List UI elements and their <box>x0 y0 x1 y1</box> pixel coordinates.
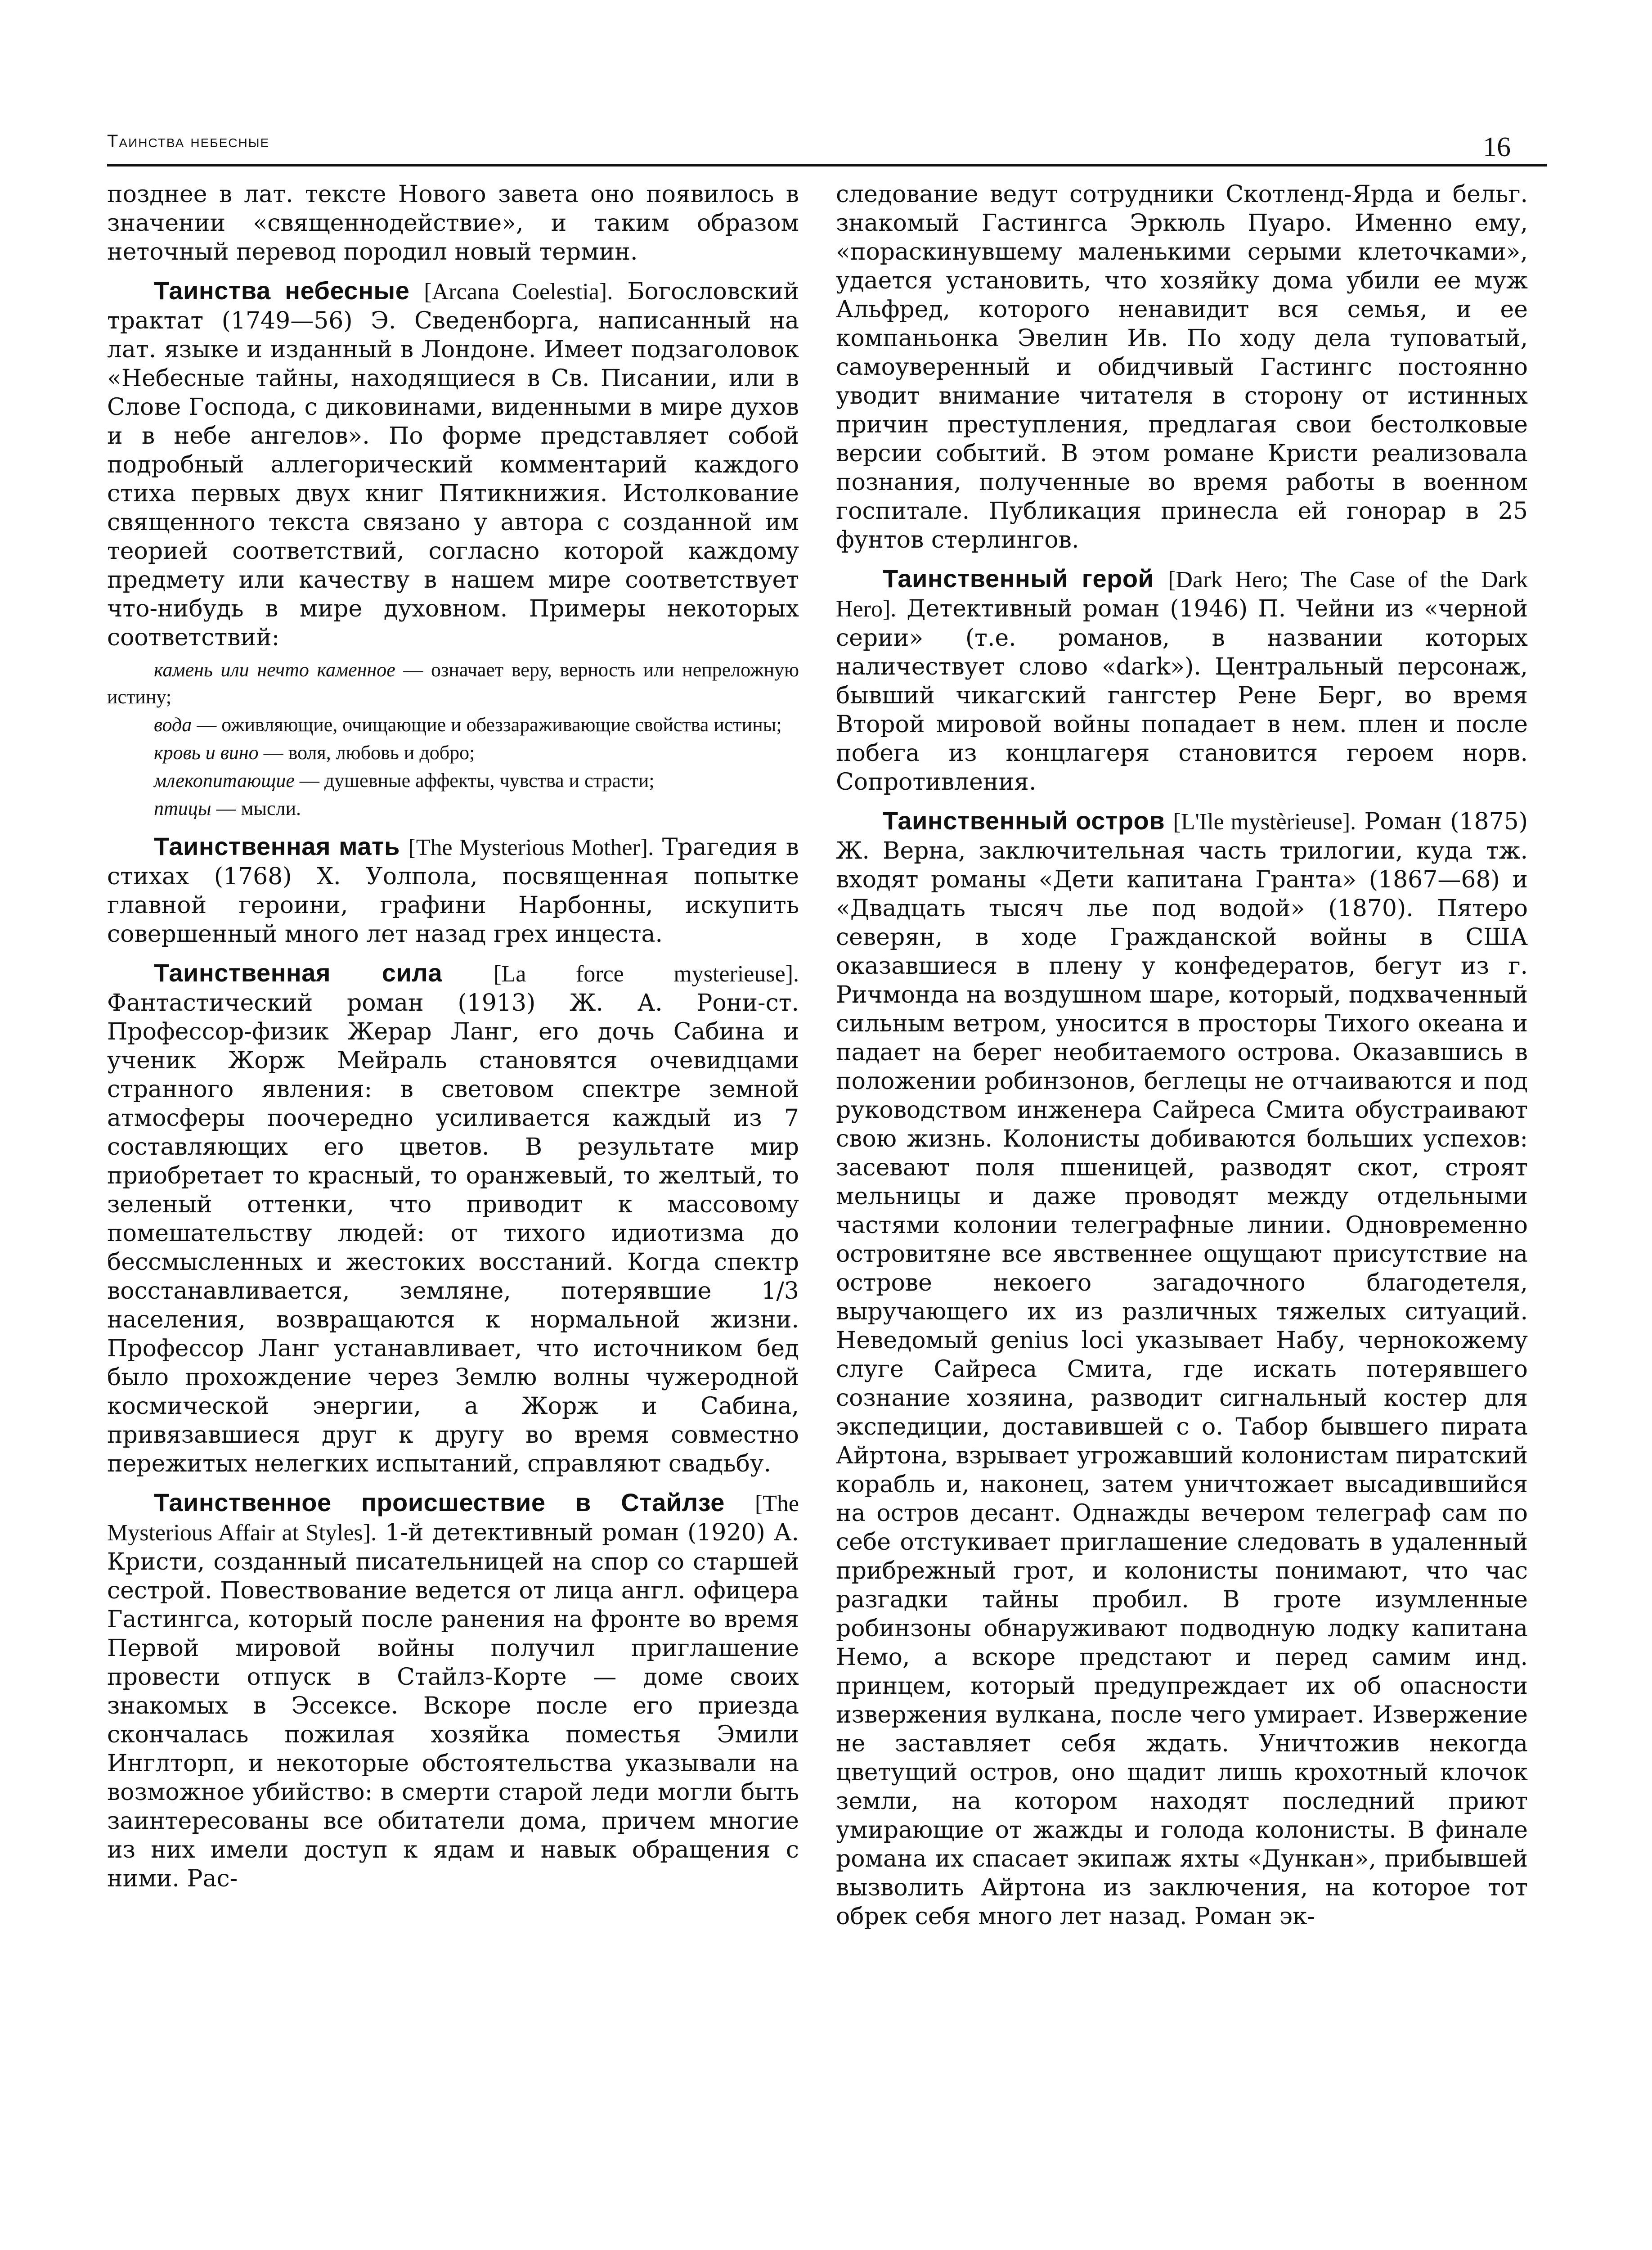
entry-text: Богословский трактат (1749—56) Э. Сведенборга, написанный на лат. языке и изданный в Лондоне. Имеет подзаголовок «Небесные тайны, находящиеся в Св. Писании, или в Слове Господа, с диковинами, виденными в мире духов и в небе ангелов». По форме представляет собой подробный аллегорический комментарий каждого стиха первых двух книг Пятикнижия. Истолкование священного текста связано у автора с созданной им теорией соответствий, согласно которой каждому предмету или качеству в нашем мире соответствует что-нибудь в мире духовном. Примеры некоторых соответствий: <box>107 278 799 651</box>
entry-original-title: [L'Ile mystèrieuse]. <box>1173 809 1356 835</box>
list-item <box>107 767 799 794</box>
list-item <box>107 739 799 766</box>
entry-title: Таинства небесные <box>154 276 410 305</box>
entry-text: Детективный роман (1946) П. Чейни из «черной серии» (т.е. романов, в названии которых наличествует слово «dark»). Центральный персонаж, бывший чикагский гангстер Рене Берг, во время Второй мировой войны попадает в нем. плен и после побега из концлагеря становится героем норв. Сопротивления. <box>836 595 1528 796</box>
right-column <box>836 180 1528 2250</box>
entry-text: Трагедия в стихах (1768) Х. Уолпола, посвященная попытке главной героини, графини Нарбонны, искупить совершенный много лет назад грех инцеста. <box>107 834 799 948</box>
entry-tainstva-nebesnye <box>107 276 799 652</box>
list-item <box>107 795 799 822</box>
entry-title: Таинственная сила <box>154 958 443 987</box>
entry-text: 1-й детективный роман (1920) А. Кристи, созданный писательницей на спор со старшей сестрой. Повествование ведется от лица англ. офицера Гастингса, который после ранения на фронте во время Первой мировой войны получил приглашение провести отпуск в Стайлз-Корте — доме своих знакомых в Эссексе. Вскоре после его приезда скончалась пожилая хозяйка поместья Эмили Инглторп, и некоторые обстоятельства указывали на возможное убийство: в смерти старой леди могли быть заинтересованы все обитатели дома, причем многие из них имели доступ к ядам и навык обращения с ними. Рас- <box>107 1519 799 1892</box>
list-term: млекопитающие <box>154 770 295 792</box>
header-rule <box>107 164 1547 166</box>
entry-title: Таинственный остров <box>883 806 1165 835</box>
entry-original-title: [Arcana Coelestia]. <box>424 279 613 305</box>
list-meaning: — означает веру, верность или непреложную истину; <box>107 659 799 708</box>
continued-text: следование ведут сотрудники Скотленд-Ярда и бельг. знакомый Гастингса Эркюль Пуаро. Именно ему, «пораскинувшему маленькими серыми клеточками», удается установить, что хозяйку дома убили ее муж Альфред, которого ненавидит вся семья, и ее компаньонка Эвелин Ив. По ходу дела туповатый, самоуверенный и обидчивый Гастингс постоянно уводит внимание читателя в сторону от истинных причин преступления, предлагая свои бестолковые версии событий. В этом романе Кристи реализовала познания, полученные во время работы в военном госпитале. Публикация принесла ей гонорар в 25 фунтов стерлингов. <box>836 181 1528 554</box>
entry-text: Роман (1875) Ж. Верна, заключительная часть трилогии, куда тж. входят романы «Дети капитана Гранта» (1867—68) и «Двадцать тысяч лье под водой» (1870). Пятеро северян, в ходе Гражданской войны в США оказавшиеся в плену у конфедератов, бегут из г. Ричмонда на воздушном шаре, который, подхваченный сильным ветром, уносится в просторы Тихого океана и падает на берег необитаемого острова. Оказавшись в положении робинзонов, беглецы не отчаиваются и под руководством инженера Сайреса Смита обустраивают свою жизнь. Колонисты добиваются больших успехов: засевают поля пшеницей, разводят скот, строят мельницы и даже проводят между отдельными частями колонии телеграфные линии. Одновременно островитяне все явственнее ощущают присутствие на острове некоего загадочного благодетеля, выручающего их из различных тяжелых ситуаций. Неведомый genius loci указывает Набу, чернокожему слуге Сайреса Смита, где искать потерявшего сознание хозяина, разводит сигнальный костер для экспедиции, доставившей с о. Табор бывшего пирата Айртона, взрывает угрожавший колонистам пиратский корабль и, наконец, затем уничтожает высадившийся на остров десант. Однажды вечером телеграф сам по себе отстукивает приглашение следовать в удаленный прибрежный грот, и колонисты понимают, что час разгадки тайны пробил. В гроте изумленные робинзоны обнаруживают подводную лодку капитана Немо, а вскоре предстают и перед самим инд. принцем, который предупреждает их об опасности извержения вулкана, после чего умирает. Извержение не заставляет себя ждать. Уничтожив некогда цветущий остров, оно щадит лишь крохотный клочок земли, на котором находят последний приют умирающие от жажды и голода колонисты. В финале романа их спасает экипаж яхты «Дункан», прибывшей вызволить Айртона из заключения, на которое тот обрек себя много лет назад. Роман эк- <box>836 808 1528 1930</box>
entry-tainstvennaya-mat <box>107 832 799 949</box>
entry-original-title: [Dark Hero; The Case of the Dark Hero]. <box>836 567 1528 622</box>
entry-tainstvennyi-geroi <box>836 564 1528 796</box>
list-term: камень или нечто каменное <box>154 659 395 681</box>
entry-original-title: [La force mysterieuse]. <box>494 961 799 987</box>
entry-title: Таинственное происшествие в Стайлзе <box>154 1488 725 1516</box>
entry-original-title: [The Mysterious Affair at Styles]. <box>107 1491 799 1546</box>
list-meaning: — оживляющие, очищающие и обеззараживающие свойства истины; <box>192 714 782 736</box>
entry-tainstvennoe-proisshestvie <box>107 1488 799 1893</box>
list-meaning: — душевные аффекты, чувства и страсти; <box>294 770 655 792</box>
entry-title: Таинственный герой <box>883 564 1154 593</box>
entry-tainstvennaya-sila <box>107 958 799 1478</box>
running-title: Таинства небесные <box>107 131 270 151</box>
correspondence-list <box>107 657 799 822</box>
page-number: 16 <box>1483 132 1511 162</box>
left-column <box>107 180 799 2250</box>
list-meaning: — мысли. <box>211 797 301 819</box>
list-term: птицы <box>154 797 211 819</box>
list-meaning: — воля, любовь и добро; <box>258 742 475 764</box>
entry-text: Фантастический роман (1913) Ж. А. Рони-ст. Профессор-физик Жерар Ланг, его дочь Сабина и ученик Жорж Мейраль становятся очевидцами странного явления: в световом спектре земной атмосферы поочередно усиливается каждый из 7 составляющих его цветов. В результате мир приобретает то красный, то оранжевый, то желтый, то зеленый оттенки, что приводит к массовому помешательству людей: от тихого идиотизма до бессмысленных и жестоких восстаний. Когда спектр восстанавливается, земляне, потерявшие 1/3 населения, возвращаются к нормальной жизни. Профессор Ланг устанавливает, что источником бед было прохождение через Землю волны чужеродной космической энергии, а Жорж и Сабина, привязавшиеся друг к другу во время совместно пережитых нелегких испытаний, справляют свадьбу. <box>107 990 799 1477</box>
entry-title: Таинственная мать <box>154 832 400 860</box>
entry-tainstvennyi-ostrov <box>836 806 1528 1931</box>
list-term: вода <box>154 714 192 736</box>
continued-text: позднее в лат. тексте Нового завета оно появилось в значении «священнодействие», и таким образом неточный перевод породил новый термин. <box>107 181 799 266</box>
list-term: кровь и вино <box>154 742 259 764</box>
list-item <box>107 657 799 711</box>
entry-original-title: [The Mysterious Mother]. <box>408 835 654 860</box>
list-item <box>107 711 799 738</box>
